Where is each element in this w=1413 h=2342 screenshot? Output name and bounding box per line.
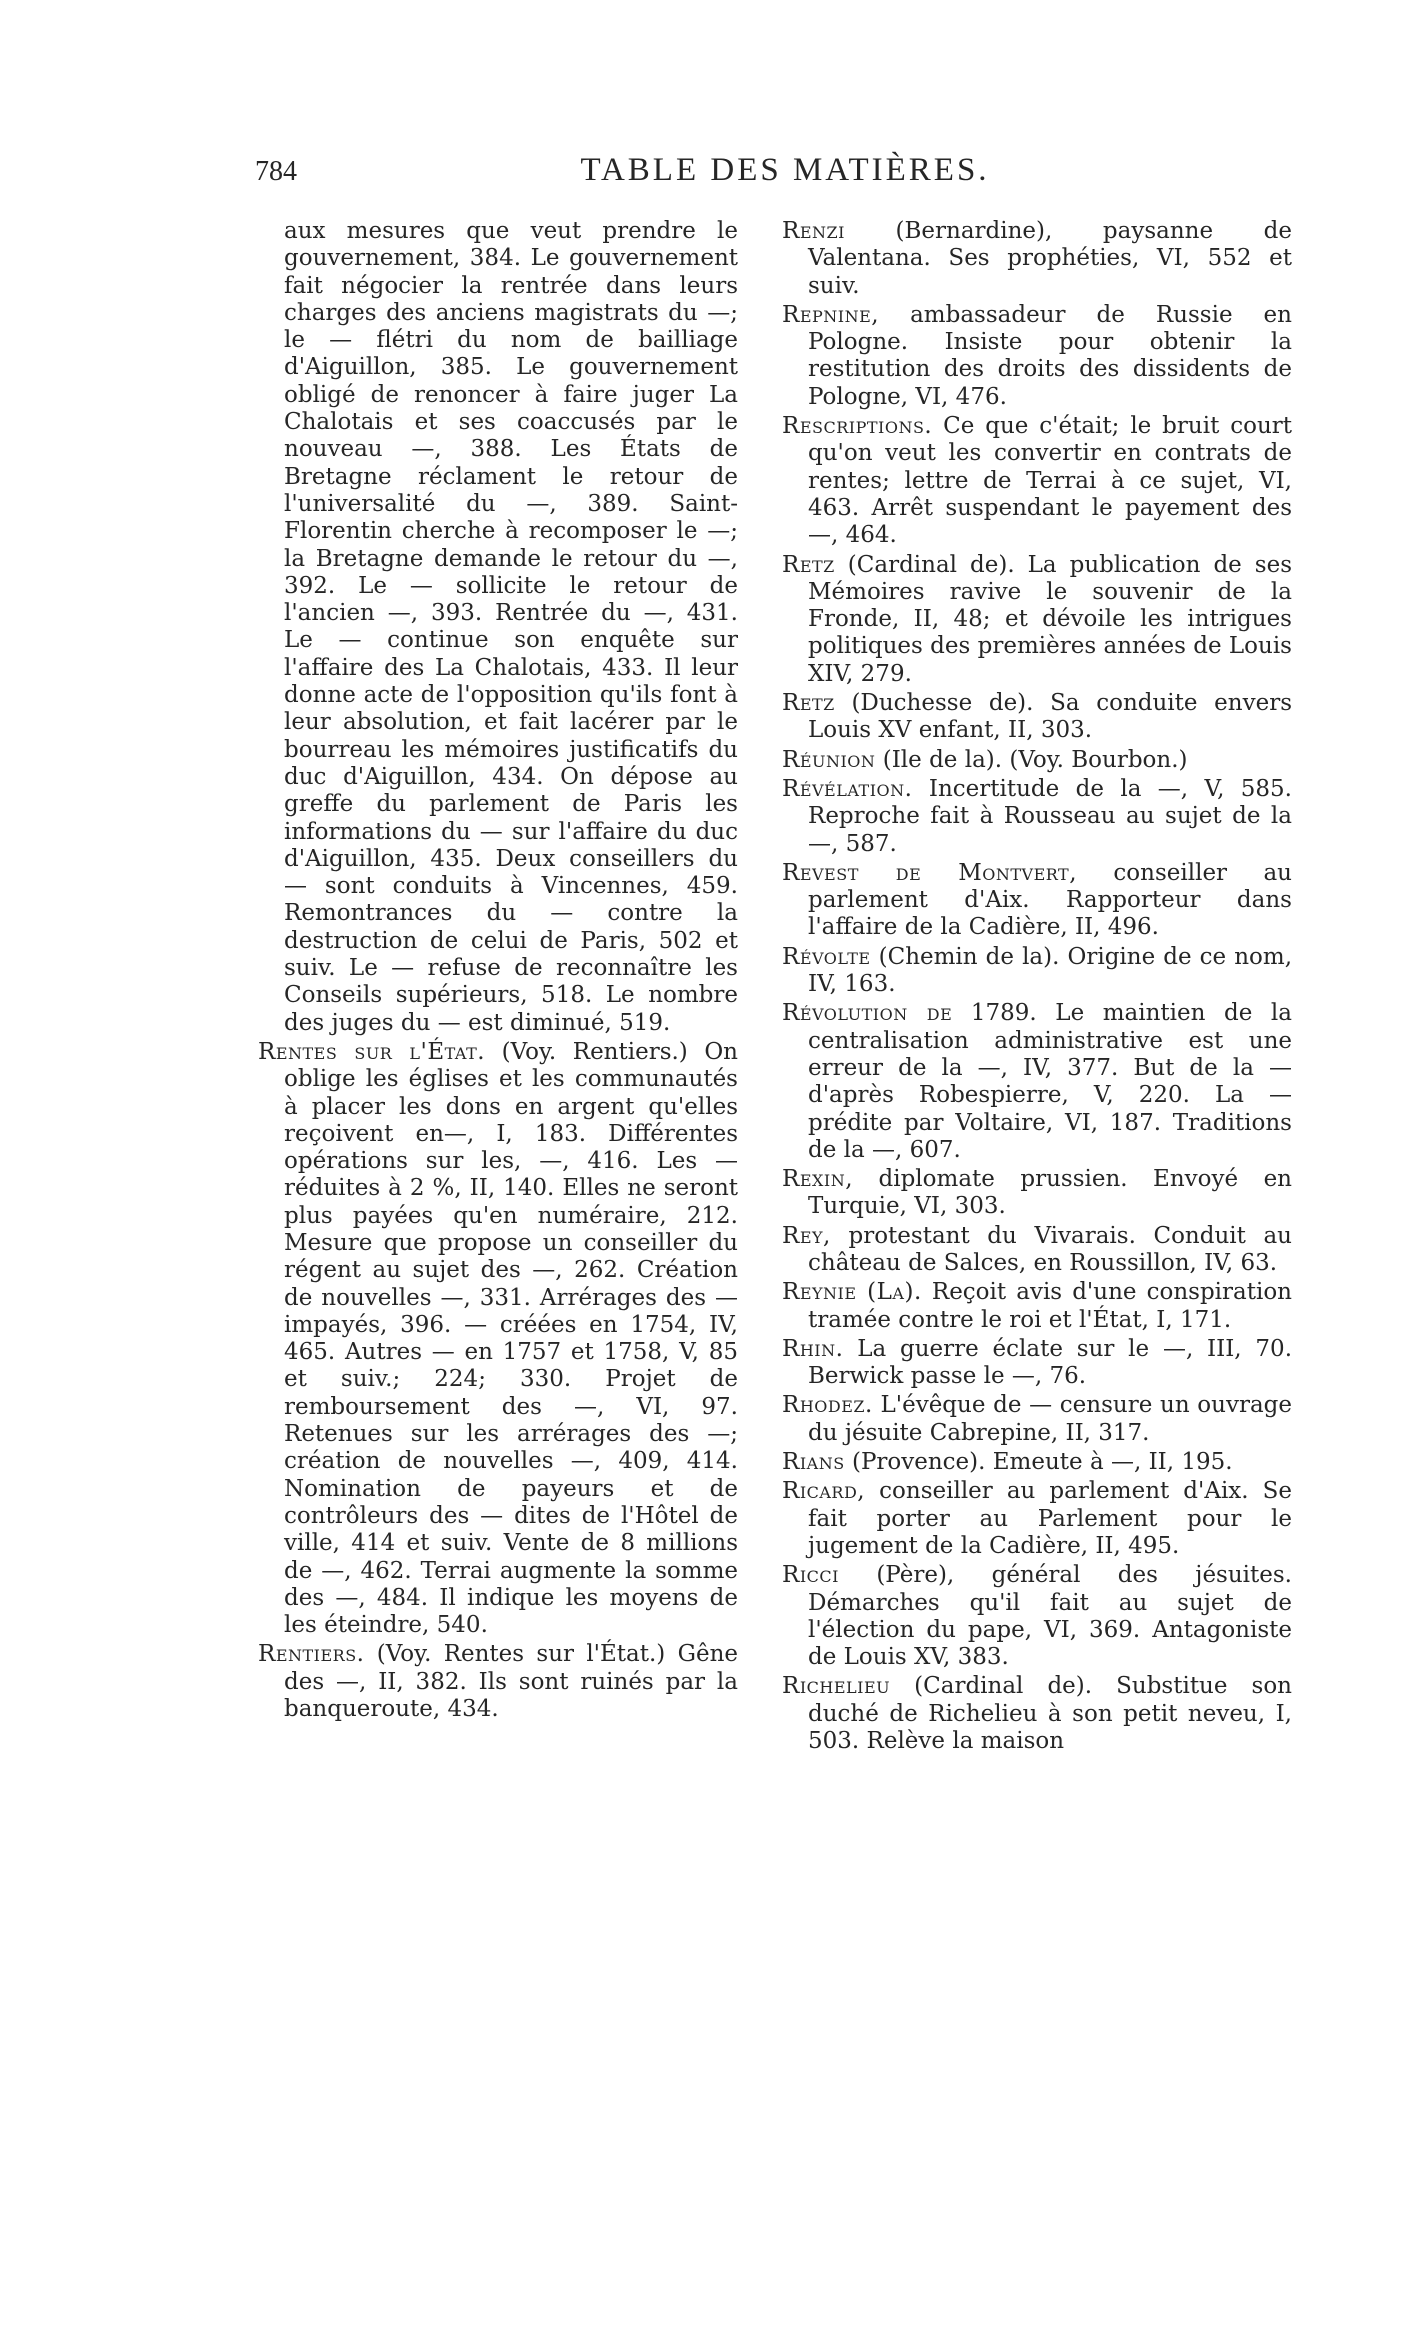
page-title: TABLE DES MATIÈRES.	[580, 152, 990, 188]
index-entry: aux mesures que veut prendre le gouvernement, 384. Le gouvernement fait négocier la rentrée dans leurs charges des anciens magistrats du —; le — flétri du nom de bailliage d'Aiguillon, 385. Le gouvernement obligé de renoncer à faire juger La Chalotais et ses coaccusés par le nouveau —, 388. Les États de Bretagne réclament le retour de l'universalité du —, 389. Saint-Florentin cherche à recomposer le —; la Bretagne demande le retour du —, 392. Le — sollicite le retour de l'ancien —, 393. Rentrée du —, 431. Le — continue son enquête sur l'affaire des La Chalotais, 433. Il leur donne acte de l'opposition qu'ils font à leur absolution, et fait lacérer par le bourreau les mémoires justificatifs du duc d'Aiguillon, 434. On dépose au greffe du parlement de Paris les informations du — sur l'affaire du duc d'Aiguillon, 435. Deux conseillers du — sont conduits à Vincennes, 459. Remontrances du — contre la destruction de celui de Paris, 502 et suiv. Le — refuse de reconnaître les Conseils supérieurs, 518. Le nombre des juges du — est diminué, 519.	[284, 218, 738, 1036]
index-entry: Retz (Duchesse de). Sa conduite envers Louis XV enfant, II, 303.	[782, 690, 1292, 744]
entry-headword: Rescriptions.	[782, 413, 933, 440]
index-entry: Rescriptions. Ce que c'était; le bruit court qu'on veut les convertir en contrats de rentes; lettre de Terrai à ce sujet, VI, 463. Arrêt suspendant le payement des —, 464.	[782, 413, 1292, 549]
entry-headword: Rentiers.	[258, 1641, 365, 1668]
entry-headword: Rexin,	[782, 1166, 854, 1193]
index-entry: Révolution de 1789. Le maintien de la centralisation administrative est une erreur de la —, IV, 377. But de la — d'après Robespierre, V, 220. La — prédite par Voltaire, VI, 187. Traditions de la —, 607.	[782, 1000, 1292, 1163]
entry-headword: Reynie (La).	[782, 1279, 922, 1306]
index-entry: Rhodez. L'évêque de — censure un ouvrage du jésuite Cabrepine, II, 317.	[782, 1392, 1292, 1446]
page-header	[255, 150, 1315, 200]
index-entry: Rentiers. (Voy. Rentes sur l'État.) Gêne des —, II, 382. Ils sont ruinés par la banqueroute, 434.	[258, 1641, 738, 1723]
entry-headword: Ricci	[782, 1562, 839, 1589]
entry-headword: Réunion	[782, 746, 876, 773]
index-entry: Richelieu (Cardinal de). Substitue son duché de Richelieu à son petit neveu, I, 503. Relève la maison	[782, 1673, 1292, 1755]
entry-headword: Révélation.	[782, 775, 913, 802]
entry-headword: Rhodez.	[782, 1392, 873, 1419]
entry-headword: Révolution de	[782, 1000, 953, 1027]
entry-headword: Richelieu	[782, 1673, 891, 1700]
index-entry: Rentes sur l'État. (Voy. Rentiers.) On oblige les églises et les communautés à placer les dons en argent qu'elles reçoivent en—, I, 183. Différentes opérations sur les, —, 416. Les — réduites à 2 %, II, 140. Elles ne seront plus payées qu'en numéraire, 212. Mesure que propose un conseiller du régent au sujet des —, 262. Création de nouvelles —, 331. Arrérages des — impayés, 396. — créées en 1754, IV, 465. Autres — en 1757 et 1758, V, 85 et suiv.; 224; 330. Projet de remboursement des —, VI, 97. Retenues sur les arrérages des —; création de nouvelles —, 409, 414. Nomination de payeurs et de contrôleurs des — dites de l'Hôtel de ville, 414 et suiv. Vente de 8 millions de —, 462. Terrai augmente la somme des —, 484. Il indique les moyens de les éteindre, 540.	[258, 1038, 738, 1639]
entry-headword: Retz	[782, 551, 835, 578]
entry-headword: Ricard,	[782, 1478, 866, 1505]
index-entry: Rey, protestant du Vivarais. Conduit au château de Salces, en Roussillon, IV, 63.	[782, 1222, 1292, 1276]
entry-headword: Revest de Montvert,	[782, 859, 1078, 886]
entry-headword: Rey,	[782, 1222, 831, 1249]
entry-headword: Rhin.	[782, 1335, 844, 1362]
entry-headword: Repnine,	[782, 301, 880, 328]
index-entry: Renzi (Bernardine), paysanne de Valentana. Ses prophéties, VI, 552 et suiv.	[782, 218, 1292, 299]
index-entry: Rhin. La guerre éclate sur le —, III, 70. Berwick passe le —, 76.	[782, 1335, 1292, 1390]
index-entry: Réunion (Ile de la). (Voy. Bourbon.)	[782, 746, 1188, 773]
index-entry: Reynie (La). Reçoit avis d'une conspiration tramée contre le roi et l'État, I, 171.	[782, 1279, 1292, 1333]
entry-headword: Renzi	[782, 218, 845, 244]
index-entry: Rians (Provence). Emeute à —, II, 195.	[782, 1449, 1233, 1476]
entry-headword: Retz	[782, 690, 835, 717]
left-column	[258, 218, 738, 1725]
right-column	[782, 218, 1292, 1757]
index-entry: Revest de Montvert, conseiller au parlement d'Aix. Rapporteur dans l'affaire de la Cadière, II, 496.	[782, 859, 1292, 941]
page-number: 784	[255, 156, 297, 187]
index-entry: Ricard, conseiller au parlement d'Aix. Se fait porter au Parlement pour le jugement de la Cadière, II, 495.	[782, 1478, 1292, 1559]
index-entry: Rexin, diplomate prussien. Envoyé en Turquie, VI, 303.	[782, 1166, 1292, 1220]
index-entry: Retz (Cardinal de). La publication de ses Mémoires ravive le souvenir de la Fronde, II, 48; et dévoile les intrigues politiques des premières années de Louis XIV, 279.	[782, 551, 1292, 687]
entry-headword: Révolte	[782, 943, 871, 970]
entry-headword: Rentes sur l'État.	[258, 1038, 486, 1065]
entry-headword: Rians	[782, 1449, 845, 1476]
index-entry: Révélation. Incertitude de la —, V, 585. Reproche fait à Rousseau au sujet de la —, 587.	[782, 775, 1292, 857]
index-entry: Ricci (Père), général des jésuites. Démarches qu'il fait au sujet de l'élection du pape, VI, 369. Antagoniste de Louis XV, 383.	[782, 1562, 1292, 1671]
index-entry: Révolte (Chemin de la). Origine de ce nom, IV, 163.	[782, 943, 1292, 998]
index-entry: Repnine, ambassadeur de Russie en Pologne. Insiste pour obtenir la restitution des droits des dissidents de Pologne, VI, 476.	[782, 301, 1292, 410]
